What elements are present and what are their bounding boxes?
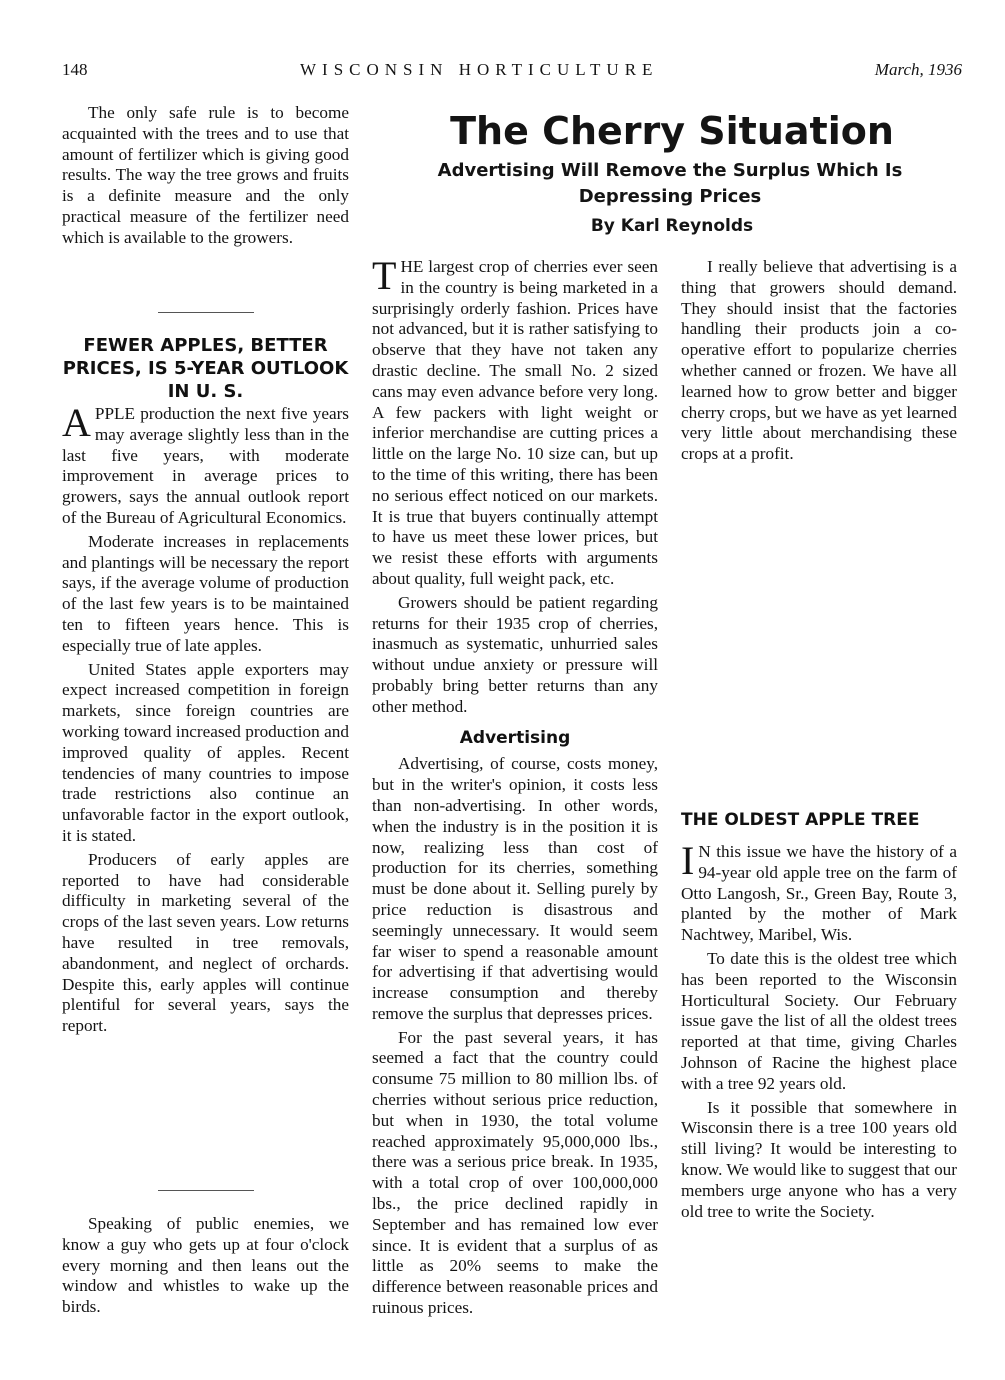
- cherry-article-col-3: [681, 257, 957, 465]
- apple-outlook-headline: FEWER APPLES, BETTER PRICES, IS 5-YEAR OUTLOOK IN U. S.: [62, 335, 349, 402]
- drop-cap-t: T: [372, 253, 397, 298]
- issue-date: March, 1936: [874, 60, 962, 79]
- divider: [158, 312, 254, 313]
- fertilizer-fragment: [62, 103, 349, 249]
- apple-outlook-para-1: APPLE production the next five years may average slightly less than in the last five years, with moderate improvement in average prices to growers, says the annual outlook report of the Bureau of Agricultural Economics.: [62, 400, 349, 527]
- article-byline: By Karl Reynolds: [590, 216, 754, 236]
- cherry-article-col-2: [372, 253, 658, 1319]
- oldest-tree-article: [681, 838, 957, 1222]
- fertilizer-paragraph: The only safe rule is to become acquainted with the trees and to use that amount of fertilizer which is giving good results. The way the tree grows and fruits is a definite measure and the only practical measure of the fertilizer need which is available to the growers.: [62, 103, 349, 247]
- cherry-para-3: Advertising, of course, costs money, but in the writer's opinion, it costs less than non-advertising. In other words, when the industry is in the position it is now, realizing less than cost of production for its cherries, something must be done about it. Selling purely by price reduction is disastrous and seemingly unnecessary. It would seem far wiser to spend a reasonable amount for advertising if that advertising would increase consumption and thereby remove the surplus that depresses prices.: [372, 754, 658, 1023]
- apple-outlook-article: [62, 400, 349, 1037]
- cherry-para-5: I really believe that advertising is a thing that growers should demand. They should insist that the factories handling their products join a co-operative effort to popularize cherries whether canned or frozen. We have all learned how to grow better and bigger cherry crops, but we have as yet learned very little about merchandising these crops at a profit.: [681, 257, 957, 464]
- page-number: 148: [62, 60, 88, 79]
- filler-item: [62, 1214, 349, 1318]
- article-title: The Cherry Situation: [450, 109, 894, 153]
- divider: [158, 1190, 254, 1191]
- magazine-title: WISCONSIN HORTICULTURE: [300, 60, 659, 79]
- apple-outlook-para-3: United States apple exporters may expect increased competition in foreign markets, since foreign countries are working toward increased production and improved quality of apples. Recent tendencies of many countries to impose trade restrictions also continue an unfavorable factor in the export outlook, it is stated.: [62, 659, 349, 845]
- drop-cap-a: A: [62, 400, 91, 445]
- oldest-para-1: I N this issue we have the history of a 94-year old apple tree on the farm of Otto Langosh, Sr., Green Bay, Route 3, planted by the mother of Mark Nachtwey, Maribel, Wis.: [681, 838, 957, 945]
- oldest-para-2: To date this is the oldest tree which has been reported to the Wisconsin Horticultural Society. Our February issue gave the list of all the oldest trees reported at that time, giving Charles Johnson of Racine the highest place with a tree 92 years old.: [681, 948, 957, 1093]
- article-subtitle: Advertising Will Remove the Surplus Which Is Depressing Prices: [437, 160, 903, 207]
- apple-outlook-para-4: Producers of early apples are reported to have had considerable difficulty in marketing several of the crops of the last seven years. Low returns have resulted in tree removals, abandonment, and neglect of orchards. Despite this, early apples will continue plentiful for several years, says the report.: [62, 849, 349, 1036]
- filler-paragraph: Speaking of public enemies, we know a guy who gets up at four o'clock every morning and then leans out the window and whistles to wake up the birds.: [62, 1214, 349, 1317]
- cherry-para-4: For the past several years, it has seemed a fact that the country could consume 75 million to 80 million lbs. of cherries without serious price reduction, but when in 1930, the total volume reached approximately 95,000,000 lbs., there was a serious price break. In 1935, with a total crop of over 100,000,000 lbs., the price declined rapidly in September and has remained low ever since. It is evident that a surplus of as little as 20% seems to make the difference between reasonable prices and ruinous prices.: [372, 1027, 658, 1318]
- cherry-para-1: THE largest crop of cherries ever seen in the country is being marketed in a surprisingly orderly fashion. Prices have not advanced, but it is rather satisfying to observe that they have not taken any drastic decline. The small No. 2 sized cans may even advance before very long. A few packers with light weight or inferior merchandise are cutting prices a little on the large No. 10 size can, but up to the time of this writing, there has been no serious effect noticed on our markets. It is true that buyers continually attempt to have us meet these lower prices, but we resist these efforts with arguments about quality, full weight pack, etc.: [372, 253, 658, 588]
- apple-outlook-para-2: Moderate increases in replacements and plantings will be necessary the report says, if the average volume of production of the last few years is to be maintained ten to fifteen years hence. This is especially true of late apples.: [62, 531, 349, 655]
- oldest-para-3: Is it possible that somewhere in Wisconsin there is a tree 100 years old still living? It would be interesting to know. We would like to suggest that our members urge anyone who has a very old tree to write the Society.: [681, 1097, 957, 1221]
- advertising-subhead: Advertising: [459, 727, 571, 748]
- cherry-para-2: Growers should be patient regarding returns for their 1935 crop of cherries, inasmuch as systematic, unhurried sales without undue anxiety or pressure will probably bring better returns than any other method.: [372, 592, 658, 716]
- oldest-tree-headline: THE OLDEST APPLE TREE: [681, 810, 920, 830]
- running-header: [62, 60, 962, 90]
- drop-cap-i: I: [681, 838, 695, 883]
